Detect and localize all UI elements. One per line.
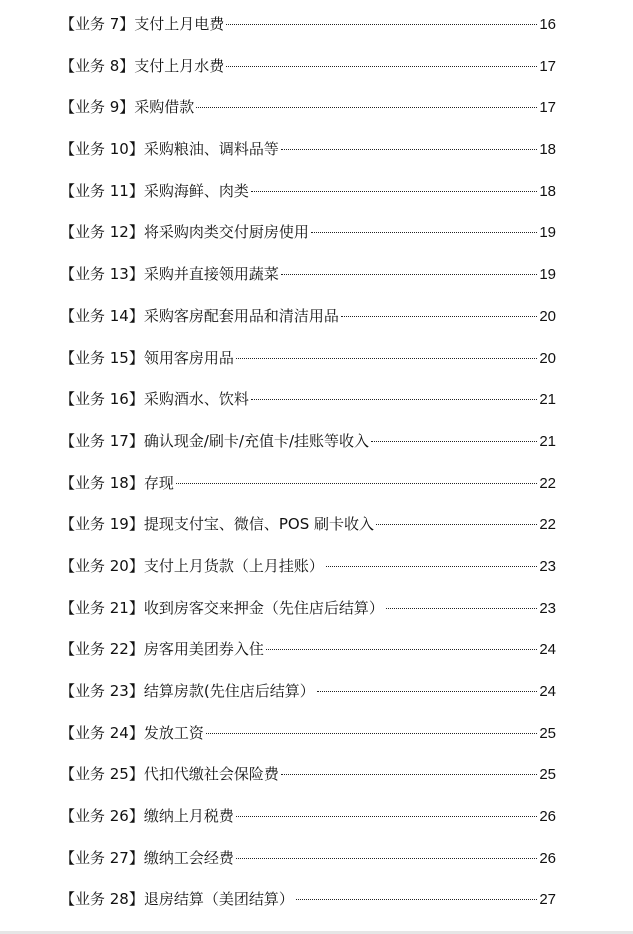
toc-entry-title: 【业务 13】采购并直接领用蔬菜	[60, 265, 279, 284]
toc-entry-page: 26	[539, 808, 556, 826]
toc-entry-title: 【业务 11】采购海鲜、肉类	[60, 181, 249, 200]
toc-dot-leader	[236, 816, 537, 817]
toc-entry[interactable]	[60, 46, 556, 88]
toc-entry-page: 19	[539, 266, 556, 284]
toc-dot-leader	[226, 66, 537, 67]
toc-entry-page: 24	[539, 683, 556, 700]
toc-entry-page: 23	[539, 557, 556, 575]
toc-entry[interactable]	[60, 379, 556, 421]
toc-entry[interactable]	[60, 212, 556, 254]
toc-dot-leader	[326, 566, 537, 567]
toc-entry-title: 【业务 14】采购客房配套用品和清洁用品	[60, 306, 339, 325]
toc-dot-leader	[386, 608, 537, 609]
toc-entry-page: 27	[539, 891, 556, 909]
toc-entry[interactable]	[60, 671, 556, 713]
table-of-contents	[60, 4, 556, 921]
toc-dot-leader	[196, 107, 537, 108]
toc-entry-title: 【业务 7】支付上月电费	[60, 15, 225, 33]
toc-entry[interactable]	[60, 171, 556, 213]
toc-entry-page: 17	[539, 99, 556, 117]
toc-dot-leader	[251, 399, 537, 400]
toc-entry-title: 【业务 19】提现支付宝、微信、POS 刷卡收入	[60, 515, 374, 534]
toc-dot-leader	[226, 24, 537, 25]
toc-entry[interactable]	[60, 87, 556, 129]
toc-entry[interactable]	[60, 879, 556, 921]
toc-entry-page: 25	[539, 766, 556, 784]
toc-entry[interactable]	[60, 338, 556, 380]
toc-entry-title: 【业务 27】缴纳工会经费	[60, 848, 234, 867]
toc-entry-page: 23	[539, 599, 556, 617]
toc-entry[interactable]	[60, 421, 556, 463]
toc-entry-title: 【业务 9】采购借款	[60, 98, 195, 117]
toc-entry-page: 18	[539, 182, 556, 200]
toc-entry-page: 24	[539, 641, 556, 659]
toc-entry-title: 【业务 26】缴纳上月税费	[60, 807, 234, 826]
toc-entry-title: 【业务 22】房客用美团券入住	[60, 640, 264, 659]
toc-entry[interactable]	[60, 463, 556, 505]
toc-dot-leader	[206, 733, 537, 734]
toc-dot-leader	[371, 441, 537, 442]
toc-entry-title: 【业务 12】将采购肉类交付厨房使用	[60, 223, 309, 242]
toc-dot-leader	[236, 858, 537, 859]
toc-entry-title: 【业务 24】发放工资	[60, 723, 204, 742]
toc-entry-title: 【业务 8】支付上月水费	[60, 56, 225, 75]
toc-dot-leader	[251, 191, 537, 192]
toc-dot-leader	[376, 524, 537, 525]
toc-dot-leader	[266, 649, 537, 650]
toc-entry-page: 20	[539, 349, 556, 367]
toc-entry-page: 21	[539, 391, 556, 409]
toc-entry[interactable]	[60, 129, 556, 171]
toc-dot-leader	[281, 774, 537, 775]
toc-entry-title: 【业务 23】结算房款(先住店后结算）	[60, 682, 315, 700]
toc-entry-title: 【业务 10】采购粮油、调料品等	[60, 140, 279, 159]
toc-entry-page: 26	[539, 849, 556, 867]
toc-entry[interactable]	[60, 546, 556, 588]
toc-entry-page: 22	[539, 516, 556, 534]
toc-entry[interactable]	[60, 629, 556, 671]
toc-dot-leader	[311, 232, 537, 233]
toc-entry-title: 【业务 16】采购酒水、饮料	[60, 390, 249, 409]
toc-dot-leader	[236, 358, 537, 359]
toc-entry[interactable]	[60, 504, 556, 546]
toc-dot-leader	[341, 316, 537, 317]
toc-entry[interactable]	[60, 838, 556, 880]
toc-entry[interactable]	[60, 588, 556, 630]
toc-entry-title: 【业务 21】收到房客交来押金（先住店后结算）	[60, 598, 384, 617]
toc-dot-leader	[281, 149, 537, 150]
toc-dot-leader	[281, 274, 537, 275]
toc-entry-page: 17	[539, 57, 556, 75]
toc-entry-page: 16	[539, 16, 556, 33]
toc-entry[interactable]	[60, 254, 556, 296]
toc-entry-page: 18	[539, 141, 556, 159]
toc-dot-leader	[317, 691, 538, 692]
toc-entry-title: 【业务 15】领用客房用品	[60, 348, 234, 367]
toc-entry-page: 22	[539, 474, 556, 492]
toc-entry-page: 21	[539, 432, 556, 450]
toc-dot-leader	[296, 899, 537, 900]
toc-entry-title: 【业务 25】代扣代缴社会保险费	[60, 765, 279, 784]
toc-entry[interactable]	[60, 754, 556, 796]
toc-entry-page: 19	[539, 224, 556, 242]
toc-entry-title: 【业务 18】存现	[60, 473, 174, 492]
toc-entry-page: 20	[539, 307, 556, 325]
toc-entry-page: 25	[539, 724, 556, 742]
toc-entry[interactable]	[60, 296, 556, 338]
toc-entry-title: 【业务 28】退房结算（美团结算）	[60, 890, 294, 909]
toc-entry[interactable]	[60, 796, 556, 838]
toc-entry[interactable]	[60, 4, 556, 46]
toc-dot-leader	[176, 483, 537, 484]
toc-entry-title: 【业务 17】确认现金/刷卡/充值卡/挂账等收入	[60, 431, 370, 450]
toc-entry[interactable]	[60, 713, 556, 755]
toc-entry-title: 【业务 20】支付上月货款（上月挂账）	[60, 556, 324, 575]
